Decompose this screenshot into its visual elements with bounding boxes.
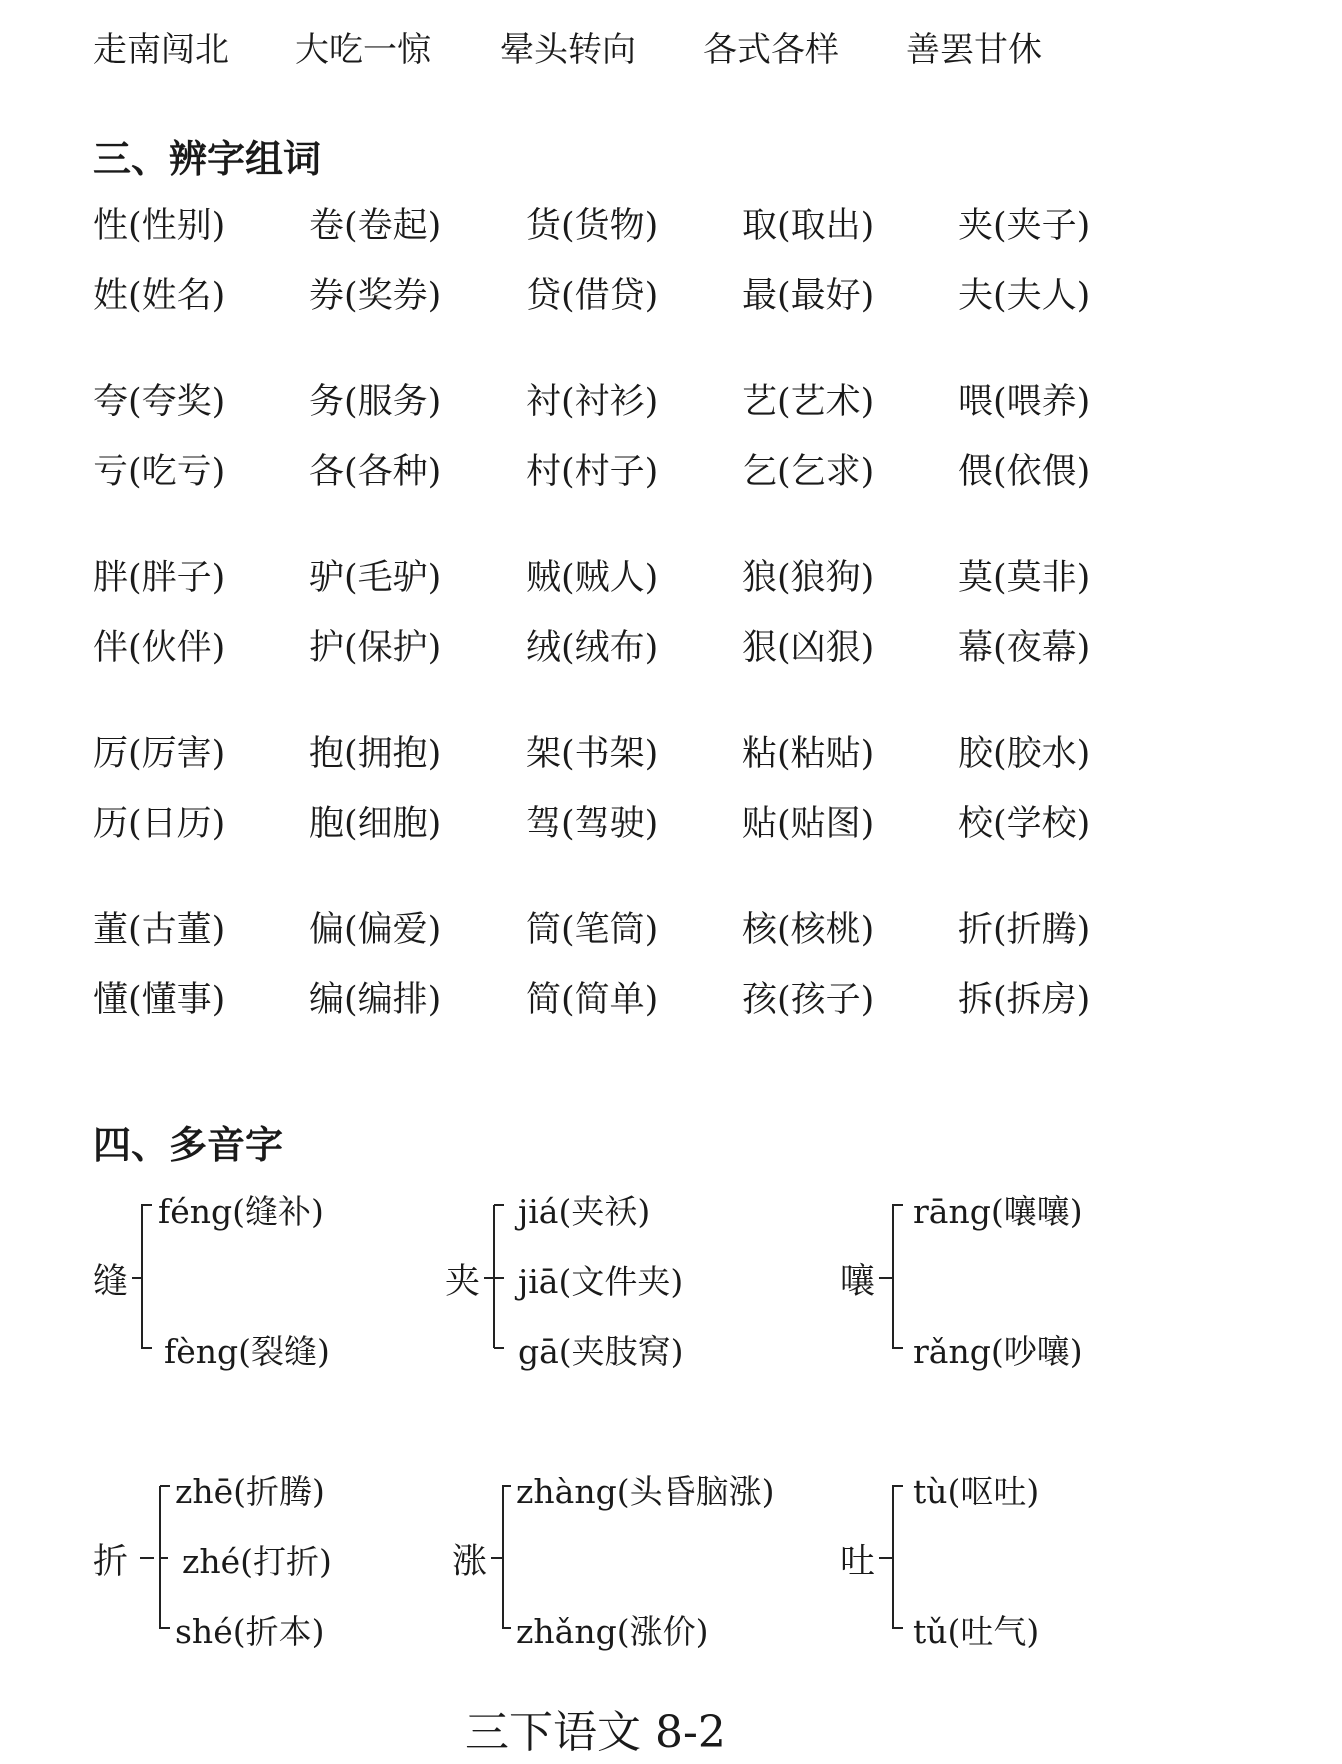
word-pair: 夹(夹子) xyxy=(958,206,1091,246)
word-pair: 贷(借贷) xyxy=(526,276,659,316)
polyphone-char-tu: 吐 xyxy=(840,1542,876,1582)
word-pair: 拆(拆房) xyxy=(958,980,1091,1020)
word-pair: 最(最好) xyxy=(742,276,875,316)
idiom-3: 晕头转向 xyxy=(500,30,636,70)
reading: jiá(夹袄) xyxy=(518,1192,651,1231)
reading: gā(夹肢窝) xyxy=(518,1332,684,1371)
reading: zhàng(头昏脑涨) xyxy=(516,1472,775,1511)
word-pair: 乞(乞求) xyxy=(742,452,875,492)
reading: shé(折本) xyxy=(175,1612,325,1651)
word-pair: 贴(贴图) xyxy=(742,804,875,844)
polyphone-char-feng: 缝 xyxy=(93,1262,129,1302)
word-pair: 粘(粘贴) xyxy=(742,734,875,774)
word-pair: 核(核桃) xyxy=(742,910,875,950)
reading: tǔ(吐气) xyxy=(913,1612,1040,1651)
word-pair: 偏(偏爱) xyxy=(309,910,442,950)
word-pair: 喂(喂养) xyxy=(958,382,1091,422)
page-footer: 三下语文 8-2 xyxy=(465,1707,726,1758)
section-4-heading: 四、多音字 xyxy=(93,1123,284,1167)
word-pair: 券(奖券) xyxy=(309,276,442,316)
idiom-2: 大吃一惊 xyxy=(295,30,431,70)
word-pair: 夫(夫人) xyxy=(958,276,1091,316)
reading: fèng(裂缝) xyxy=(164,1332,330,1371)
word-pair: 偎(依偎) xyxy=(958,452,1091,492)
word-pair: 务(服务) xyxy=(309,382,442,422)
word-pair: 胞(细胞) xyxy=(309,804,442,844)
section-3-heading: 三、辨字组词 xyxy=(93,137,322,181)
reading: tù(呕吐) xyxy=(913,1472,1040,1511)
word-pair: 幕(夜幕) xyxy=(958,628,1091,668)
bracket xyxy=(140,1482,170,1642)
reading: zhǎng(涨价) xyxy=(516,1612,709,1651)
reading: féng(缝补) xyxy=(158,1192,324,1231)
word-pair: 筒(笔筒) xyxy=(526,910,659,950)
idiom-5: 善罢甘休 xyxy=(906,30,1042,70)
word-pair: 编(编排) xyxy=(309,980,442,1020)
idiom-4: 各式各样 xyxy=(703,30,839,70)
polyphone-char-zhang: 涨 xyxy=(452,1542,488,1582)
word-pair: 历(日历) xyxy=(93,804,226,844)
word-pair: 伴(伙伴) xyxy=(93,628,226,668)
reading: rǎng(吵嚷) xyxy=(913,1332,1083,1371)
word-pair: 厉(厉害) xyxy=(93,734,226,774)
polyphone-char-rang: 嚷 xyxy=(840,1262,876,1302)
word-pair: 卷(卷起) xyxy=(309,206,442,246)
word-pair: 夸(夸奖) xyxy=(93,382,226,422)
word-pair: 折(折腾) xyxy=(958,910,1091,950)
word-pair: 胶(胶水) xyxy=(958,734,1091,774)
polyphone-char-jia: 夹 xyxy=(445,1262,481,1302)
word-pair: 艺(艺术) xyxy=(742,382,875,422)
word-pair: 董(古董) xyxy=(93,910,226,950)
word-pair: 亏(吃亏) xyxy=(93,452,226,492)
word-pair: 货(货物) xyxy=(526,206,659,246)
word-pair: 抱(拥抱) xyxy=(309,734,442,774)
polyphone-char-zhe: 折 xyxy=(93,1542,129,1582)
word-pair: 村(村子) xyxy=(526,452,659,492)
reading: rāng(嚷嚷) xyxy=(913,1192,1083,1231)
bracket xyxy=(879,1200,909,1360)
word-pair: 校(学校) xyxy=(958,804,1091,844)
word-pair: 孩(孩子) xyxy=(742,980,875,1020)
word-pair: 架(书架) xyxy=(526,734,659,774)
word-pair: 狠(凶狠) xyxy=(742,628,875,668)
reading: zhē(折腾) xyxy=(175,1472,325,1511)
word-pair: 胖(胖子) xyxy=(93,558,226,598)
word-pair: 驴(毛驴) xyxy=(309,558,442,598)
word-pair: 驾(驾驶) xyxy=(526,804,659,844)
word-pair: 狼(狼狗) xyxy=(742,558,875,598)
word-pair: 简(简单) xyxy=(526,980,659,1020)
word-pair: 姓(姓名) xyxy=(93,276,226,316)
idiom-1: 走南闯北 xyxy=(93,30,229,70)
word-pair: 取(取出) xyxy=(742,206,875,246)
word-pair: 莫(莫非) xyxy=(958,558,1091,598)
bracket xyxy=(484,1200,514,1360)
word-pair: 懂(懂事) xyxy=(93,980,226,1020)
word-pair: 绒(绒布) xyxy=(526,628,659,668)
bracket xyxy=(879,1482,909,1642)
word-pair: 护(保护) xyxy=(309,628,442,668)
word-pair: 各(各种) xyxy=(309,452,442,492)
word-pair: 贼(贼人) xyxy=(526,558,659,598)
word-pair: 性(性别) xyxy=(93,206,226,246)
reading: jiā(文件夹) xyxy=(518,1262,684,1301)
word-pair: 衬(衬衫) xyxy=(526,382,659,422)
reading: zhé(打折) xyxy=(182,1542,332,1581)
